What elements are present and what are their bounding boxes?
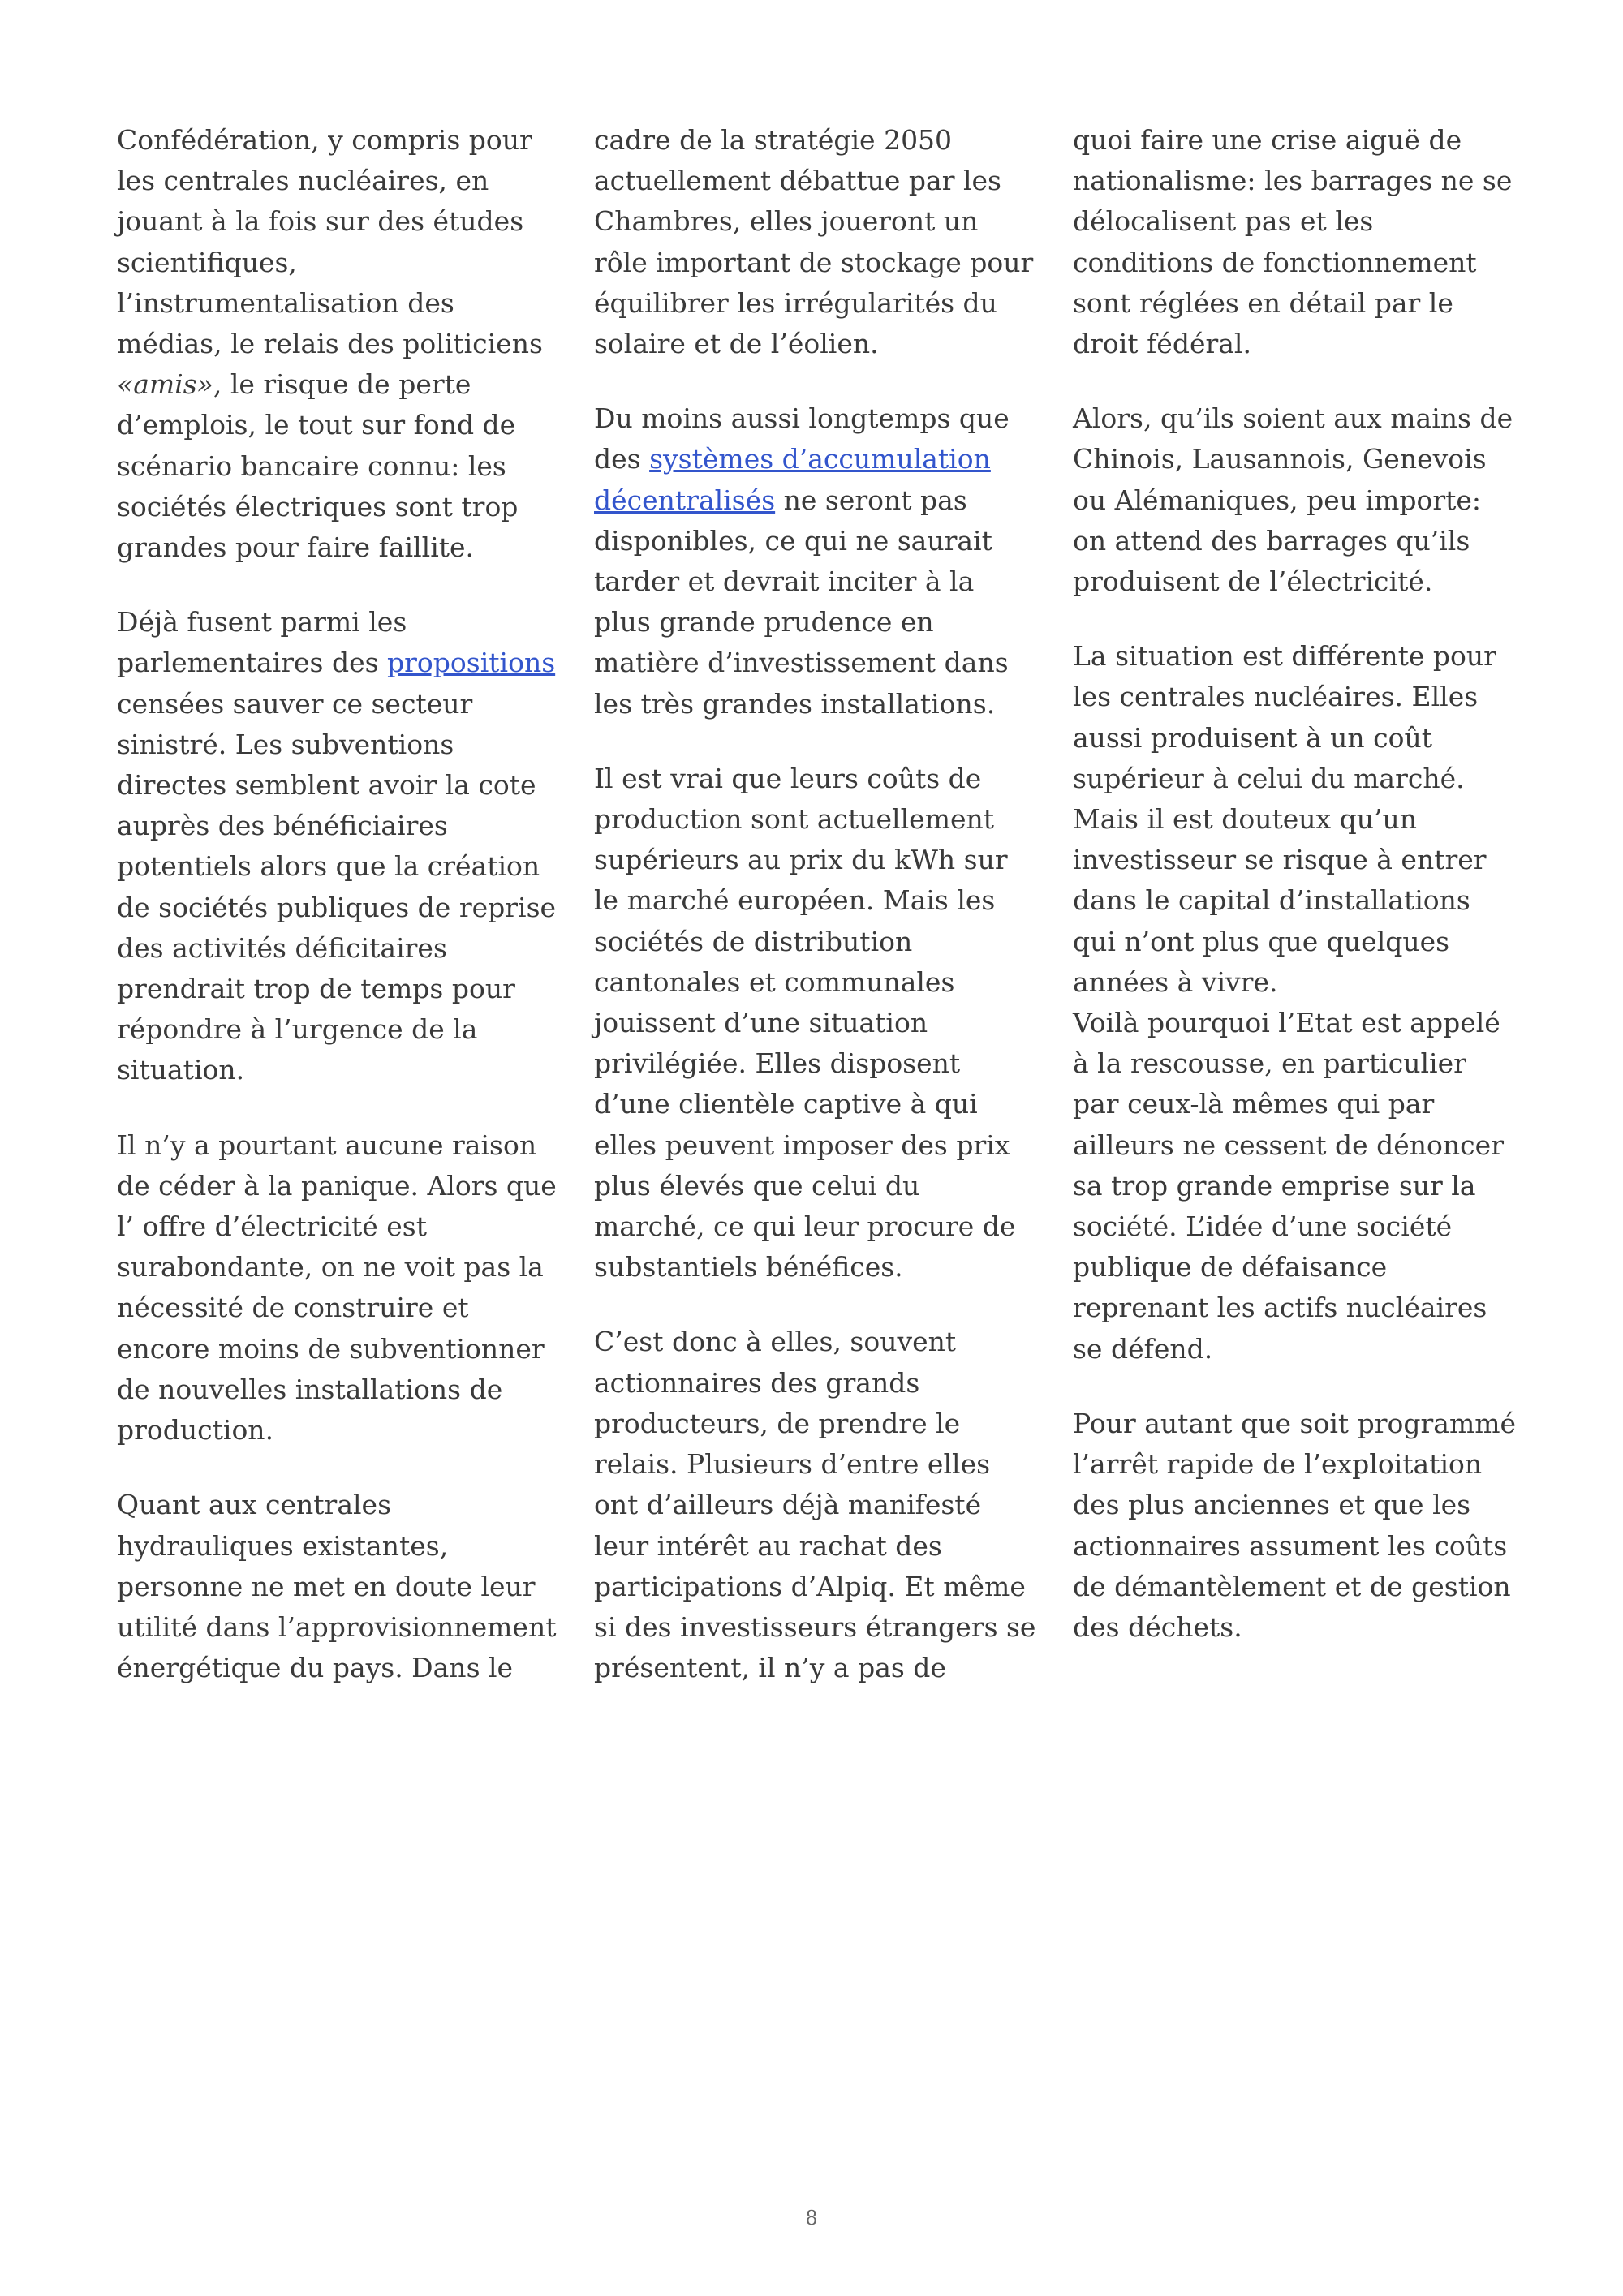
paragraph-text: ne seront pas disponibles, ce qui ne saurait tarder et devrait inciter à la plus grande prudence en matière d’investissement dans les très grandes installations. bbox=[594, 484, 1009, 720]
page-number: 8 bbox=[805, 2207, 818, 2229]
paragraph: cadre de la stratégie 2050 actuellement débattue par les Chambres, elles joueront un rôle important de stockage pour équilibrer les irrégularités du solaire et de l’éolien. bbox=[594, 124, 1034, 360]
paragraph bbox=[117, 120, 562, 568]
paragraph-text: Déjà fusent parmi les parlementaires des bbox=[117, 606, 407, 679]
paragraph-text: Du moins aussi longtemps que des bbox=[594, 402, 1010, 475]
paragraph: Il est vrai que leurs coûts de production sont actuellement supérieurs au prix du kWh sur le marché européen. Mais les sociétés de distribution cantonales et communales jouissent d’une situation privilégiée. Elles disposent d’une clientèle captive à qui elles peuvent imposer des prix plus élevés que celui du marché, ce qui leur procure de substantiels bénéfices. bbox=[594, 762, 1016, 1283]
paragraph-text: Confédération, y compris pour les centrales nucléaires, en jouant à la fois sur des études scientifiques, l’instrumentalisation des médias, le relais des politiciens bbox=[117, 124, 543, 360]
paragraph: La situation est différente pour les centrales nucléaires. Elles aussi produisent à un coût supérieur à celui du marché. Mais il est douteux qu’un investisseur se risque à entrer dans le capital d’installations qui n’ont plus que quelques années à vivre. bbox=[1073, 640, 1496, 998]
text-column-3 bbox=[1073, 120, 1518, 1682]
text-column-1 bbox=[117, 120, 562, 1722]
emphasis-text: «amis» bbox=[117, 368, 213, 401]
accumulation-systems-link[interactable]: systèmes d’accumulation décentralisés bbox=[594, 443, 991, 516]
paragraph: Alors, qu’ils soient aux mains de Chinois, Lausannois, Genevois ou Alémaniques, peu importe: on attend des barrages qu’ils produisent de l’électricité. bbox=[1073, 402, 1513, 598]
paragraph: Pour autant que soit programmé l’arrêt rapide de l’exploitation des plus anciennes et que les actionnaires assument les coûts de démantèlement et de gestion des déchets. bbox=[1073, 1407, 1517, 1643]
paragraph-text: , le risque de perte d’emplois, le tout sur fond de scénario bancaire connu: les sociétés électriques sont trop grandes pour faire faillite. bbox=[117, 368, 519, 564]
paragraph-text: censées sauver ce secteur sinistré. Les subventions directes semblent avoir la cote auprès des bénéficiaires potentiels alors que la création de sociétés publiques de reprise des activités déficitaires prendrait trop de temps pour répondre à l’urgence de la situation. bbox=[117, 687, 557, 1086]
paragraph: Quant aux centrales hydrauliques existantes, personne ne met en doute leur utilité dans l’approvisionnement énergétique du pays. Dans le bbox=[117, 1489, 557, 1684]
propositions-link[interactable]: propositions bbox=[387, 647, 556, 679]
paragraph: Il n’y a pourtant aucune raison de céder à la panique. Alors que l’ offre d’électricité est surabondante, on ne voit pas la nécessité de construire et encore moins de subventionner de nouvelles installations de production. bbox=[117, 1129, 557, 1447]
paragraph: Voilà pourquoi l’Etat est appelé à la rescousse, en particulier par ceux-là mêmes qui par ailleurs ne cessent de dénoncer sa trop grande emprise sur la société. L’idée d’une société publique de défaisance reprenant les actifs nucléaires se défend. bbox=[1073, 1007, 1504, 1365]
paragraph: C’est donc à elles, souvent actionnaires des grands producteurs, de prendre le relais. Plusieurs d’entre elles ont d’ailleurs déjà manifesté leur intérêt au rachat des participations d’Alpiq. Et même si des investisseurs étrangers se présentent, il n’y a pas de bbox=[594, 1326, 1036, 1684]
paragraph bbox=[594, 398, 1039, 724]
paragraph: quoi faire une crise aiguë de nationalisme: les barrages ne se délocalisent pas et les conditions de fonctionnement sont réglées en détail par le droit fédéral. bbox=[1073, 124, 1513, 360]
text-column-2 bbox=[594, 120, 1039, 1722]
paragraph bbox=[117, 602, 562, 1090]
